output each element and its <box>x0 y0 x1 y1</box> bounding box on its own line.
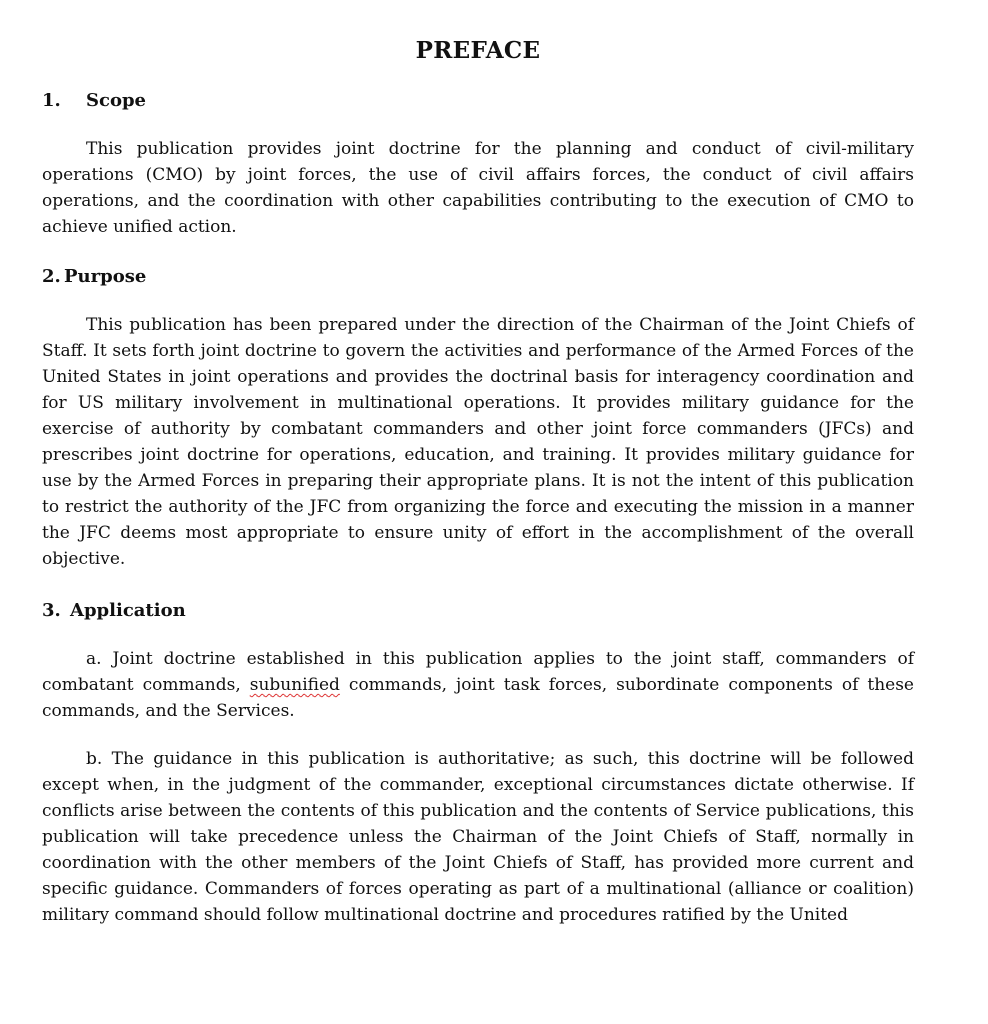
section-heading-scope <box>42 88 914 114</box>
document-page <box>42 34 914 954</box>
section-purpose <box>42 264 914 572</box>
application-paragraph-a <box>42 646 914 724</box>
page-title: PREFACE <box>415 37 541 64</box>
section-application <box>42 598 914 928</box>
section-title: Purpose <box>64 266 147 287</box>
application-paragraph-b: b. The guidance in this publication is authoritative; as such, this doctrine will be followed except when, in the judgment of the commander, exceptional circumstances dictate otherwise. If conflicts arise between the contents of this publication and the contents of Service publications, this publication will take precedence unless the Chairman of the Joint Chiefs of Staff, normally in coordination with the other members of the Joint Chiefs of Staff, has provided more current and specific guidance. Commanders of forces operating as part of a multinational (alliance or coalition) military command should follow multinational doctrine and procedures ratified by the United <box>42 749 914 925</box>
section-title: Application <box>70 600 186 621</box>
section-number: 2. <box>42 266 61 287</box>
paragraph-text: commands, joint task forces, subordinate components of these commands, and the Services. <box>42 675 914 721</box>
section-scope <box>42 88 914 240</box>
section-heading-purpose <box>42 264 914 290</box>
section-title: Scope <box>86 90 147 111</box>
purpose-paragraph: This publication has been prepared under the direction of the Chairman of the Joint Chiefs of Staff. It sets forth joint doctrine to govern the activities and performance of the Armed Forces of the United States in joint operations and provides the doctrinal basis for interagency coordination and for US military involvement in multinational operations. It provides military guidance for the exercise of authority by combatant commanders and other joint force commanders (JFCs) and prescribes joint doctrine for operations, education, and training. It provides military guidance for use by the Armed Forces in preparing their appropriate plans. It is not the intent of this publication to restrict the authority of the JFC from organizing the force and executing the mission in a manner the JFC deems most appropriate to ensure unity of effort in the accomplishment of the overall objective. <box>42 315 914 569</box>
spellcheck-flagged-word: subunified <box>249 675 340 695</box>
paragraph-text: a. Joint doctrine established in this publication applies to the joint staff, commanders of combatant commands, <box>42 649 914 695</box>
scope-paragraph: This publication provides joint doctrine for the planning and conduct of civil-military operations (CMO) by joint forces, the use of civil affairs forces, the conduct of civil affairs operations, and the coordination with other capabilities contributing to the execution of CMO to achieve unified action. <box>42 139 914 237</box>
section-heading-application <box>42 598 914 624</box>
section-number: 1. <box>42 90 61 111</box>
section-number: 3. <box>42 600 61 621</box>
